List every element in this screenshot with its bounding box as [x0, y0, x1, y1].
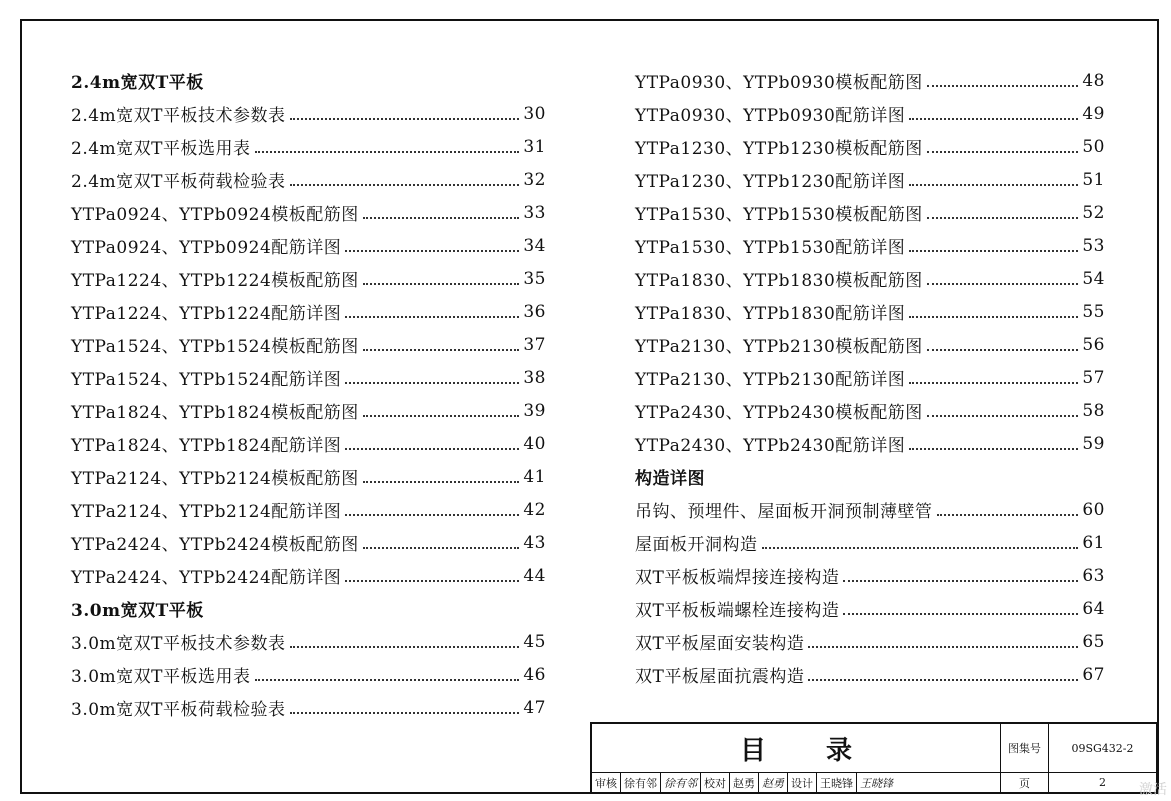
- toc-entry[interactable]: [635, 130, 1105, 163]
- entry-title: YTPa2130、YTPb2130模板配筋图: [635, 337, 923, 357]
- entry-title: YTPa2130、YTPb2130配筋详图: [635, 370, 906, 390]
- entry-title: 2.4m宽双T平板技术参数表: [71, 106, 286, 126]
- entry-page-number: 36: [523, 301, 546, 322]
- entry-page-number: 55: [1082, 301, 1105, 322]
- checker-signature: 赵勇: [759, 773, 788, 792]
- entry-title: YTPa0924、YTPb0924配筋详图: [71, 238, 342, 258]
- toc-entry[interactable]: [71, 493, 546, 526]
- entry-page-number: 43: [523, 532, 546, 553]
- entry-page-number: 48: [1082, 70, 1105, 91]
- entry-page-number: 37: [523, 334, 546, 355]
- toc-entry[interactable]: [71, 625, 546, 658]
- signature-row: [592, 773, 1001, 793]
- toc-entry[interactable]: [71, 526, 546, 559]
- entry-title: YTPa1230、YTPb1230模板配筋图: [635, 139, 923, 159]
- leader-dots: [363, 547, 520, 549]
- entry-title: YTPa2430、YTPb2430模板配筋图: [635, 403, 923, 423]
- entry-title: YTPa0924、YTPb0924模板配筋图: [71, 205, 359, 225]
- toc-entry[interactable]: [71, 295, 546, 328]
- entry-page-number: 67: [1082, 664, 1105, 685]
- entry-page-number: 30: [523, 103, 546, 124]
- entry-page-number: 45: [523, 631, 546, 652]
- reviewer-name: 徐有邻: [621, 773, 661, 792]
- leader-dots: [909, 250, 1078, 252]
- entry-page-number: 35: [523, 268, 546, 289]
- leader-dots: [927, 283, 1079, 285]
- section-heading: [71, 592, 546, 625]
- leader-dots: [909, 118, 1078, 120]
- entry-page-number: 53: [1082, 235, 1105, 256]
- entry-title: 双T平板板端螺栓连接构造: [635, 601, 840, 621]
- page-label: 页: [1001, 773, 1049, 793]
- entry-title: YTPa2424、YTPb2424配筋详图: [71, 568, 342, 588]
- toc-entry[interactable]: [635, 427, 1105, 460]
- toc-entry[interactable]: [635, 526, 1105, 559]
- leader-dots: [363, 481, 520, 483]
- toc-entry[interactable]: [71, 361, 546, 394]
- leader-dots: [927, 415, 1079, 417]
- check-label: 校对: [701, 773, 730, 792]
- entry-title: 3.0m宽双T平板技术参数表: [71, 634, 286, 654]
- designer-signature: 王晓锋: [860, 776, 893, 790]
- toc-title: 目录: [592, 724, 1001, 773]
- toc-entry[interactable]: [71, 559, 546, 592]
- toc-entry[interactable]: [635, 361, 1105, 394]
- leader-dots: [909, 448, 1078, 450]
- leader-dots: [363, 283, 520, 285]
- toc-entry[interactable]: [635, 262, 1105, 295]
- watermark: 激活: [1139, 782, 1167, 798]
- entry-title: 3.0m宽双T平板荷载检验表: [71, 700, 286, 720]
- toc-entry[interactable]: [635, 592, 1105, 625]
- leader-dots: [345, 514, 519, 516]
- entry-page-number: 56: [1082, 334, 1105, 355]
- entry-page-number: 33: [523, 202, 546, 223]
- entry-title: 屋面板开洞构造: [635, 535, 758, 555]
- atlas-number: 09SG432-2: [1049, 724, 1157, 773]
- toc-entry[interactable]: [71, 262, 546, 295]
- leader-dots: [843, 580, 1078, 582]
- entry-title: YTPa1224、YTPb1224模板配筋图: [71, 271, 359, 291]
- leader-dots: [927, 151, 1079, 153]
- toc-entry[interactable]: [635, 625, 1105, 658]
- leader-dots: [843, 613, 1078, 615]
- leader-dots: [363, 415, 520, 417]
- toc-entry[interactable]: [635, 328, 1105, 361]
- toc-entry[interactable]: [71, 427, 546, 460]
- review-label: 审核: [592, 773, 621, 792]
- entry-title: YTPa2124、YTPb2124配筋详图: [71, 502, 342, 522]
- entry-title: YTPa1530、YTPb1530模板配筋图: [635, 205, 923, 225]
- entry-page-number: 44: [523, 565, 546, 586]
- entry-title: 3.0m宽双T平板选用表: [71, 667, 251, 687]
- entry-title: YTPa1524、YTPb1524模板配筋图: [71, 337, 359, 357]
- entry-page-number: 50: [1082, 136, 1105, 157]
- toc-entry[interactable]: [635, 559, 1105, 592]
- toc-entry[interactable]: [635, 163, 1105, 196]
- leader-dots: [927, 217, 1079, 219]
- entry-page-number: 38: [523, 367, 546, 388]
- entry-title: 吊钩、预埋件、屋面板开洞预制薄壁管: [635, 502, 933, 522]
- entry-title: 2.4m宽双T平板荷载检验表: [71, 172, 286, 192]
- entry-page-number: 58: [1082, 400, 1105, 421]
- entry-title: YTPa1830、YTPb1830配筋详图: [635, 304, 906, 324]
- page-number: 2: [1049, 773, 1157, 793]
- checker-name: 赵勇: [730, 773, 759, 792]
- entry-title: YTPa1224、YTPb1224配筋详图: [71, 304, 342, 324]
- toc-entry[interactable]: [71, 130, 546, 163]
- entry-page-number: 31: [523, 136, 546, 157]
- leader-dots: [345, 448, 519, 450]
- toc-left-column: [71, 64, 546, 724]
- title-block: [590, 722, 1157, 793]
- toc-entry[interactable]: [71, 328, 546, 361]
- entry-title: YTPa1230、YTPb1230配筋详图: [635, 172, 906, 192]
- entry-page-number: 46: [523, 664, 546, 685]
- entry-title: YTPa1830、YTPb1830模板配筋图: [635, 271, 923, 291]
- entry-page-number: 65: [1082, 631, 1105, 652]
- leader-dots: [290, 184, 520, 186]
- entry-title: 双T平板板端焊接连接构造: [635, 568, 840, 588]
- entry-page-number: 39: [523, 400, 546, 421]
- toc-entry[interactable]: [71, 658, 546, 691]
- entry-title: 3.0m宽双T平板: [71, 601, 204, 621]
- leader-dots: [363, 217, 520, 219]
- entry-page-number: 47: [523, 697, 546, 718]
- entry-page-number: 54: [1082, 268, 1105, 289]
- leader-dots: [927, 349, 1079, 351]
- entry-title: YTPa2124、YTPb2124模板配筋图: [71, 469, 359, 489]
- entry-title: YTPa2430、YTPb2430配筋详图: [635, 436, 906, 456]
- entry-page-number: 61: [1082, 532, 1105, 553]
- leader-dots: [808, 646, 1078, 648]
- entry-page-number: 49: [1082, 103, 1105, 124]
- leader-dots: [909, 184, 1078, 186]
- toc-entry[interactable]: [635, 394, 1105, 427]
- leader-dots: [345, 250, 519, 252]
- entry-title: YTPa1530、YTPb1530配筋详图: [635, 238, 906, 258]
- leader-dots: [290, 712, 520, 714]
- entry-page-number: 32: [523, 169, 546, 190]
- entry-page-number: 34: [523, 235, 546, 256]
- toc-entry[interactable]: [71, 394, 546, 427]
- toc-entry[interactable]: [71, 163, 546, 196]
- leader-dots: [290, 118, 520, 120]
- toc-entry[interactable]: [635, 97, 1105, 130]
- leader-dots: [290, 646, 520, 648]
- toc-entry[interactable]: [71, 460, 546, 493]
- atlas-number-label: 图集号: [1001, 724, 1049, 773]
- reviewer-signature: 徐有邻: [661, 773, 701, 792]
- leader-dots: [909, 316, 1078, 318]
- entry-page-number: 51: [1082, 169, 1105, 190]
- toc-entry[interactable]: [71, 97, 546, 130]
- entry-page-number: 42: [523, 499, 546, 520]
- entry-title: YTPa1524、YTPb1524配筋详图: [71, 370, 342, 390]
- toc-entry[interactable]: [71, 196, 546, 229]
- leader-dots: [937, 514, 1079, 516]
- toc-entry[interactable]: [635, 64, 1105, 97]
- entry-title: 构造详图: [635, 469, 705, 489]
- toc-entry[interactable]: [635, 295, 1105, 328]
- toc-entry[interactable]: [71, 691, 546, 724]
- section-heading: [635, 460, 1105, 493]
- leader-dots: [363, 349, 520, 351]
- leader-dots: [255, 679, 520, 681]
- designer-name: 王晓锋: [817, 773, 857, 792]
- leader-dots: [255, 151, 520, 153]
- entry-page-number: 52: [1082, 202, 1105, 223]
- entry-page-number: 64: [1082, 598, 1105, 619]
- entry-title: YTPa0930、YTPb0930配筋详图: [635, 106, 906, 126]
- toc-entry[interactable]: [635, 229, 1105, 262]
- leader-dots: [345, 382, 519, 384]
- toc-entry[interactable]: [71, 229, 546, 262]
- design-label: 设计: [788, 773, 817, 792]
- leader-dots: [927, 85, 1079, 87]
- entry-page-number: 63: [1082, 565, 1105, 586]
- entry-title: YTPa1824、YTPb1824模板配筋图: [71, 403, 359, 423]
- toc-entry[interactable]: [635, 658, 1105, 691]
- entry-title: 双T平板屋面抗震构造: [635, 667, 805, 687]
- entry-page-number: 57: [1082, 367, 1105, 388]
- toc-right-column: [635, 64, 1105, 691]
- entry-page-number: 60: [1082, 499, 1105, 520]
- entry-title: 双T平板屋面安装构造: [635, 634, 805, 654]
- leader-dots: [808, 679, 1078, 681]
- entry-page-number: 59: [1082, 433, 1105, 454]
- toc-entry[interactable]: [635, 196, 1105, 229]
- entry-title: YTPa2424、YTPb2424模板配筋图: [71, 535, 359, 555]
- entry-title: YTPa1824、YTPb1824配筋详图: [71, 436, 342, 456]
- entry-page-number: 40: [523, 433, 546, 454]
- toc-entry[interactable]: [635, 493, 1105, 526]
- entry-title: YTPa0930、YTPb0930模板配筋图: [635, 73, 923, 93]
- section-heading: [71, 64, 546, 97]
- entry-page-number: 41: [523, 466, 546, 487]
- entry-title: 2.4m宽双T平板: [71, 73, 204, 93]
- leader-dots: [345, 316, 519, 318]
- leader-dots: [762, 547, 1079, 549]
- entry-title: 2.4m宽双T平板选用表: [71, 139, 251, 159]
- leader-dots: [345, 580, 519, 582]
- leader-dots: [909, 382, 1078, 384]
